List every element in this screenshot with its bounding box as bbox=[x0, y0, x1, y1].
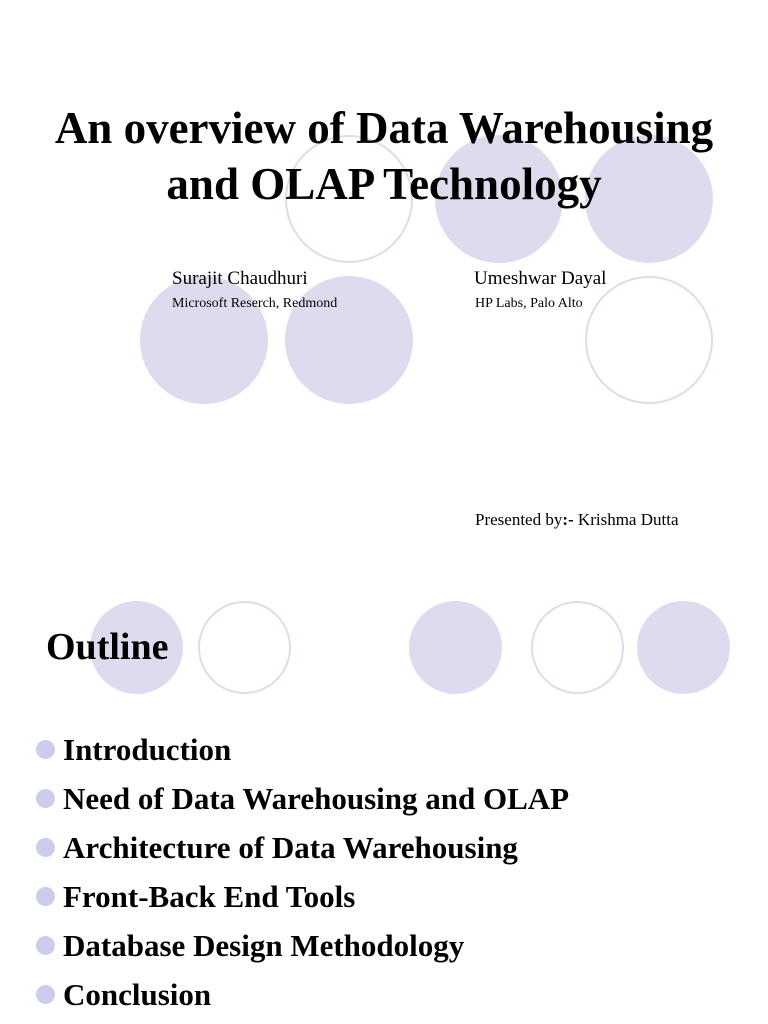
decorative-circle-filled bbox=[637, 601, 730, 694]
list-item-text: Database Design Methodology bbox=[63, 927, 465, 963]
decorative-circle-filled bbox=[409, 601, 502, 694]
presenter-line bbox=[475, 510, 679, 530]
list-item bbox=[36, 872, 569, 921]
list-item-text: Front-Back End Tools bbox=[63, 878, 356, 914]
list-item bbox=[36, 725, 569, 774]
list-item-text: Architecture of Data Warehousing bbox=[63, 829, 518, 865]
outline-list bbox=[36, 725, 569, 1019]
slide-title bbox=[0, 100, 768, 212]
outline-heading: Outline bbox=[46, 626, 169, 668]
list-item-text: Need of Data Warehousing and OLAP bbox=[63, 780, 570, 816]
decorative-circle-outline bbox=[198, 601, 291, 694]
presenter-label: Presented by bbox=[475, 510, 563, 529]
author-name-1: Surajit Chaudhuri bbox=[172, 268, 308, 289]
presenter-name: Krishma Dutta bbox=[573, 510, 679, 529]
bullet-dot-icon bbox=[36, 936, 55, 955]
author-affiliation-2: HP Labs, Palo Alto bbox=[475, 296, 583, 311]
list-item bbox=[36, 921, 569, 970]
list-item bbox=[36, 970, 569, 1019]
list-item-text: Conclusion bbox=[63, 976, 212, 1012]
list-item bbox=[36, 823, 569, 872]
slide-title-line-2: and OLAP Technology bbox=[166, 159, 602, 209]
decorative-circle-outline bbox=[585, 276, 713, 404]
bullet-dot-icon bbox=[36, 740, 55, 759]
decorative-circle-outline bbox=[531, 601, 624, 694]
list-item bbox=[36, 774, 569, 823]
bullet-dot-icon bbox=[36, 985, 55, 1004]
bullet-dot-icon bbox=[36, 838, 55, 857]
list-item-text: Introduction bbox=[63, 731, 232, 767]
author-affiliation-1: Microsoft Reserch, Redmond bbox=[172, 296, 338, 311]
bullet-dot-icon bbox=[36, 789, 55, 808]
presenter-separator: :- bbox=[562, 510, 574, 529]
author-name-2: Umeshwar Dayal bbox=[474, 268, 607, 289]
outline-slide bbox=[0, 570, 768, 1024]
slide-title-line-1: An overview of Data Warehousing bbox=[54, 103, 714, 153]
bullet-dot-icon bbox=[36, 887, 55, 906]
